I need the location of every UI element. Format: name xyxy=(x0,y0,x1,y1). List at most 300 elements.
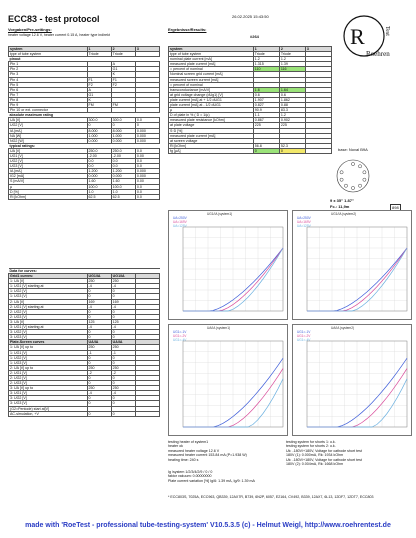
table-cell: Pin 10 or ext. connector xyxy=(9,108,88,113)
table-row xyxy=(169,148,332,153)
table-cell: Triode xyxy=(253,52,279,57)
table-cell: 56.8 xyxy=(253,143,279,148)
column-header: 2 xyxy=(111,47,135,52)
table-cell: 0 xyxy=(87,294,111,299)
table-cell: 1.315 xyxy=(253,62,279,67)
table-cell: 0.0 xyxy=(135,194,159,199)
table-cell: 62.5 xyxy=(87,194,111,199)
table-cell: 2: UG3 [V] xyxy=(9,314,88,319)
table-cell: 2: UG2 [V] xyxy=(9,375,88,380)
table-cell: -4 xyxy=(87,304,111,309)
table-cell: G1 xyxy=(111,67,135,72)
table-cell: Pin 6 xyxy=(9,87,88,92)
table-cell: 0 xyxy=(87,289,111,294)
table-cell: 0.0 xyxy=(135,159,159,164)
table-cell: -4 xyxy=(87,325,111,330)
note-line: Uk: -180V/+180V, Voltage for cathode short test xyxy=(286,457,362,462)
legend-3: UA=125V xyxy=(173,224,187,228)
table-cell: 1: UG3 [V] xyxy=(9,294,88,299)
table-cell xyxy=(135,411,159,416)
socket-pin xyxy=(351,162,354,165)
plot-canvas xyxy=(169,211,287,319)
table-cell: plate current [mA] at - 1/2 dUG1 xyxy=(169,103,254,108)
table-cell: 1.2 xyxy=(279,57,305,62)
table-cell: F1 xyxy=(111,77,135,82)
table-cell: 0 xyxy=(111,381,135,386)
table-cell: 225 xyxy=(253,123,279,128)
socket-pin xyxy=(363,178,366,181)
table-cell: F1 xyxy=(87,77,111,82)
column-header: 2 xyxy=(279,47,305,52)
table-cell: F2 xyxy=(111,82,135,87)
table-cell: 116 xyxy=(279,67,305,72)
table-cell: = percent of nominal xyxy=(169,82,254,87)
note-line: heater ok xyxy=(168,444,183,449)
plot-title: UG1/IA (system1) xyxy=(207,212,233,216)
logo-tagline: Test xyxy=(384,26,390,36)
table-cell: 0.0 xyxy=(135,189,159,194)
footer-credit: made with 'RoeTest - professional tube-testing-system' V10.5.3.5 (c) - Helmut Weigl, http://www.roehrentest.de xyxy=(25,522,391,529)
table-cell: UA/IA xyxy=(111,340,135,345)
table-cell: 250 xyxy=(111,279,135,284)
svg-text:R: R xyxy=(350,24,365,49)
table-cell: 0 xyxy=(87,309,111,314)
table-cell: 0.000 xyxy=(87,174,111,179)
table-cell: (G2=Pentode) start at[V] xyxy=(9,406,88,411)
table-cell: 0.6 xyxy=(253,92,279,97)
table-cell: 2: UA [V] xyxy=(9,299,88,304)
table-cell: FM xyxy=(111,103,135,108)
table-cell: measured plate current [mA] xyxy=(169,62,254,67)
table-cell: 0 xyxy=(111,411,135,416)
table-cell: 0.0 xyxy=(135,118,159,123)
table-cell: 1.2 xyxy=(279,113,305,118)
plot-ug1-ia-system1 xyxy=(168,210,288,320)
table-cell: AC-simulation, +V xyxy=(9,411,88,416)
table-cell: NG2 [W] xyxy=(9,138,88,143)
plot-canvas xyxy=(169,325,287,435)
table-cell: 0 xyxy=(111,314,135,319)
table-cell: Triode xyxy=(87,52,111,57)
table-cell: plate current [mA] at + 1/2 dUG1 xyxy=(169,97,254,102)
table-cell: A xyxy=(111,62,135,67)
table-cell: 169 xyxy=(111,299,135,304)
table-cell: 169 xyxy=(87,299,111,304)
note-line: testing system for shorts 2: o.k. xyxy=(286,444,336,449)
note-line: testing heater of system1 xyxy=(168,440,209,444)
table-cell: -2 xyxy=(111,370,135,375)
table-cell: 2: UG1 [V] xyxy=(9,370,88,375)
table-cell: 1.64 xyxy=(279,87,305,92)
table-cell: 3: UG2 [V] xyxy=(9,396,88,401)
table-cell: 1.907 xyxy=(253,97,279,102)
table-cell: A xyxy=(87,87,111,92)
page-title: ECC83 - test protocol xyxy=(8,14,100,24)
table-cell: 1.000 xyxy=(111,133,135,138)
column-header: system xyxy=(9,47,88,52)
legend-2: UA=169V xyxy=(173,220,187,224)
table-cell: G1 xyxy=(87,92,111,97)
note-line: Ig /system 1/2/3/4/2/9 / 0 / 0 xyxy=(168,470,213,474)
table-cell: at screen voltage xyxy=(169,138,254,143)
table-cell: Pin 7 xyxy=(9,92,88,97)
table-cell: Triode xyxy=(279,52,305,57)
socket-code: 898 xyxy=(392,205,399,210)
heater-notes xyxy=(168,440,247,462)
socket-pin xyxy=(363,171,366,174)
legend-2: UG1=-2V xyxy=(173,334,187,338)
table-cell: 0.0 xyxy=(135,184,159,189)
table-cell: Pin 5 xyxy=(9,82,88,87)
legend-2: UG1=-2V xyxy=(297,334,311,338)
table-cell: 0.0 xyxy=(87,159,111,164)
table-cell: 250 xyxy=(111,386,135,391)
table-cell: Pin 8 xyxy=(9,97,88,102)
table-cell: -4 xyxy=(111,284,135,289)
table-cell: 1: UG1 [V] starting at xyxy=(9,284,88,289)
table-cell: -2 xyxy=(87,370,111,375)
tube-data-table xyxy=(8,46,160,200)
note-line: 180V (1): 0.000mA, Rk: 1934 kOhm xyxy=(286,453,344,458)
table-cell: transconductance [mA/V] xyxy=(169,87,254,92)
socket-pin xyxy=(344,184,347,187)
table-cell: 1: UA [V] xyxy=(9,279,88,284)
table-cell: 1.60 xyxy=(87,179,111,184)
table-cell: Ri [kOhm] xyxy=(9,194,88,199)
table-cell: IA [mA] xyxy=(9,128,88,133)
table-cell: Pin 2 xyxy=(9,67,88,72)
table-cell: 83.3 xyxy=(279,108,305,113)
table-cell: Pin 1 xyxy=(9,62,88,67)
legend-1: UG1=-1V xyxy=(173,330,187,334)
column-header: system xyxy=(169,47,254,52)
table-cell: 2: UG1 [V] starting at xyxy=(9,304,88,309)
presettings-line: heater voltage 12.6 V, heater current 0.15 A, heater type indirekt xyxy=(8,33,110,37)
table-cell: Pin 3 xyxy=(9,72,88,77)
socket-pin xyxy=(340,178,343,181)
table-cell: S [mA/V] xyxy=(9,179,88,184)
table-cell: 2: UA [V] up to xyxy=(9,365,88,370)
note-line: measured heater voltage 12.6 V xyxy=(168,448,220,453)
socket-dimensions: 9 x 35" 1.87" xyxy=(330,198,354,203)
table-cell: 0 xyxy=(111,401,135,406)
table-cell: 1.862 xyxy=(279,97,305,102)
table-cell: UG1 [V] xyxy=(9,153,88,158)
table-cell: F2 xyxy=(87,82,111,87)
table-cell: 250 xyxy=(87,386,111,391)
table-cell: -2.00 xyxy=(111,153,135,158)
socket-pin xyxy=(351,186,354,189)
results-heading: Ergebnisse/Results: xyxy=(168,27,207,32)
table-cell: 0 xyxy=(111,294,135,299)
table-cell: -4 xyxy=(111,325,135,330)
table-cell: 1.1 xyxy=(253,113,279,118)
table-cell: 0 xyxy=(111,289,135,294)
table-cell: 125 xyxy=(111,319,135,324)
table-cell: 0 xyxy=(253,148,279,153)
table-cell: 100.0 xyxy=(111,184,135,189)
table-cell: 0 xyxy=(135,123,159,128)
table-cell: 0.827 xyxy=(253,103,279,108)
note-line: testing system for shorts 1: o.k. xyxy=(286,440,336,444)
table-cell xyxy=(305,148,331,153)
plot-title: UA/IA (system1) xyxy=(207,326,231,330)
roehren-test-logo xyxy=(338,14,406,60)
socket-pin xyxy=(358,184,361,187)
test-date: 26.02.2025 15:43:50 xyxy=(232,14,269,19)
table-cell: D [%] xyxy=(9,189,88,194)
table-cell: Ri [kOhm] xyxy=(169,143,254,148)
table-cell: 0 xyxy=(87,335,111,340)
plot-title: UG1/IA (system2) xyxy=(331,212,357,216)
table-cell: 0 xyxy=(87,123,111,128)
table-cell: 2: UG2 [V] xyxy=(9,309,88,314)
table-cell: 1.2 xyxy=(253,57,279,62)
legend-3: UG1=-4V xyxy=(173,338,187,342)
table-cell: 52.3 xyxy=(279,143,305,148)
table-cell: at grid voltage change (dUg1) [V] xyxy=(169,92,254,97)
table-cell: -4 xyxy=(87,284,111,289)
table-cell: Nominal screen grid current [mA] xyxy=(169,72,254,77)
table-cell: 0 xyxy=(111,123,135,128)
plot-title: UA/IA (system2) xyxy=(331,326,355,330)
table-cell: Data for curves: xyxy=(9,269,88,274)
table-cell: 0.88 xyxy=(279,103,305,108)
table-row xyxy=(9,411,160,416)
table-cell: 1.200 xyxy=(87,169,111,174)
table-cell: 0.000 xyxy=(135,169,159,174)
legend-3: UG1=-4V xyxy=(297,338,311,342)
table-cell: 250 xyxy=(111,365,135,370)
table-cell: 110 xyxy=(253,67,279,72)
table-cell: -4 xyxy=(87,391,111,396)
table-cell: 3: UA [V] up to xyxy=(9,386,88,391)
table-cell: UG2 [V] xyxy=(9,159,88,164)
note-line: Uk: -180V/+180V, Voltage for cathode short test xyxy=(286,448,362,453)
table-cell: 0 xyxy=(111,335,135,340)
table-cell: 1.000 xyxy=(87,133,111,138)
socket-label: base: Noval B9A xyxy=(338,147,368,152)
table-cell: 0 xyxy=(87,314,111,319)
table-cell: 0 xyxy=(87,396,111,401)
legend-3: UA=125V xyxy=(297,224,311,228)
table-cell: 1.0 xyxy=(87,189,111,194)
legend-2: UA=169V xyxy=(297,220,311,224)
plot-ua-ia-system1 xyxy=(168,324,288,436)
table-cell: 0.6 xyxy=(279,92,305,97)
table-cell: 3: UG3 [V] xyxy=(9,401,88,406)
table-cell: -4 xyxy=(111,304,135,309)
table-cell: UA [V] xyxy=(9,118,88,123)
table-cell: 0.000 xyxy=(111,138,135,143)
table-cell: IA [mA] xyxy=(9,169,88,174)
table-cell: 0.000 xyxy=(111,174,135,179)
table-cell: = percent of nominal xyxy=(169,67,254,72)
table-cell: measured plate current [mA] xyxy=(169,133,254,138)
table-cell: 0.867 xyxy=(253,118,279,123)
results-table xyxy=(168,46,332,154)
plot-ua-ia-system2 xyxy=(292,324,412,436)
table-cell: 250 xyxy=(87,279,111,284)
table-cell: Triode xyxy=(111,52,135,57)
table-cell: 3: UA [V] xyxy=(9,319,88,324)
table-cell: D of plate in % ( D = 1/µ) xyxy=(169,113,254,118)
table-cell: µ xyxy=(169,108,254,113)
table-cell: 250.0 xyxy=(111,148,135,153)
table-cell: 0 xyxy=(111,330,135,335)
table-cell: 1.6 xyxy=(253,87,279,92)
summary-notes xyxy=(168,470,255,483)
presettings-heading: Vorgaben/Pre-settings: xyxy=(8,27,52,32)
column-header: 1 xyxy=(253,47,279,52)
table-cell: S·D [%] xyxy=(169,128,254,133)
table-cell: absolute maximum rating xyxy=(9,113,88,118)
table-cell: 0 xyxy=(87,330,111,335)
table-cell: at plate voltage xyxy=(169,123,254,128)
table-cell: 0 xyxy=(87,411,111,416)
table-cell: UG2 [V] xyxy=(9,123,88,128)
table-cell: NA [W] xyxy=(9,133,88,138)
equivalent-tubes: * ECC803S, 7025A, ECC963, QB339, 12AX7R, B739, 6N2P, 6057, E2164, CV492, B339, 12AX7, 6L13, 12DF7, 12DT7, ECC803 xyxy=(168,495,374,499)
table-cell: 0 xyxy=(87,375,111,380)
socket-pin xyxy=(340,171,343,174)
column-header: 3 xyxy=(305,47,331,52)
note-line: measured heater current 153.84 mA (P=1.938 W) xyxy=(168,453,247,458)
short-test-notes xyxy=(286,440,362,466)
table-cell: 3: UG3 [V] xyxy=(9,335,88,340)
table-cell: 1.0 xyxy=(111,189,135,194)
table-cell: 0.000 xyxy=(87,138,111,143)
table-cell: 1: UG3 [V] xyxy=(9,360,88,365)
table-cell: 0 xyxy=(87,401,111,406)
plot-ug1-ia-system2 xyxy=(292,210,412,320)
table-cell: Pin 9 xyxy=(9,103,88,108)
plot-canvas xyxy=(293,325,411,435)
table-cell: 0.00 xyxy=(135,153,159,158)
table-cell: 62.5 xyxy=(111,194,135,199)
table-cell: 1: UG1 [V] xyxy=(9,350,88,355)
curve-settings-table xyxy=(8,268,160,417)
noval-socket-icon xyxy=(335,158,371,194)
table-cell: 0 xyxy=(111,355,135,360)
table-cell: FM xyxy=(87,103,111,108)
table-cell: 250 xyxy=(87,345,111,350)
table-cell: 225 xyxy=(279,123,305,128)
table-cell: 0.00 xyxy=(135,179,159,184)
table-cell: measured screen current [mA] xyxy=(169,77,254,82)
table-cell: UG1/IA xyxy=(87,274,111,279)
table-cell: K xyxy=(111,72,135,77)
serial-number: #264 xyxy=(250,34,259,39)
column-header: 1 xyxy=(87,47,111,52)
table-cell: µ xyxy=(9,184,88,189)
table-cell: 0 xyxy=(279,148,305,153)
table-row xyxy=(9,194,160,199)
table-cell: -2.00 xyxy=(87,153,111,158)
table-cell: 8.000 xyxy=(111,128,135,133)
note-line: 180V (2): 0.004mA, Rk: 1668 kOhm xyxy=(286,462,344,467)
socket-extra: Fc.: 11,9m xyxy=(330,204,350,209)
table-cell: 0 xyxy=(87,381,111,386)
table-cell: 0 xyxy=(111,360,135,365)
table-cell: 100.0 xyxy=(87,184,111,189)
logo-brand: Roehren xyxy=(366,50,390,58)
table-cell: 0.0 xyxy=(87,164,111,169)
table-cell: UA [V] xyxy=(9,148,88,153)
table-cell: fg [µA] xyxy=(169,148,254,153)
table-cell: UA/IA xyxy=(87,340,111,345)
table-cell: 8.000 xyxy=(87,128,111,133)
column-header: 3 xyxy=(135,47,159,52)
table-cell: 0 xyxy=(111,309,135,314)
table-cell: 0.0 xyxy=(111,164,135,169)
table-cell: 1.60 xyxy=(111,179,135,184)
table-cell: -1 xyxy=(87,350,111,355)
table-cell: Grid1 curves: xyxy=(9,274,88,279)
table-cell: type of tube system xyxy=(9,52,88,57)
table-cell: Plate-Screen curves xyxy=(9,340,88,345)
legend-1: UA=250V xyxy=(173,216,187,220)
note-line: Plate current variation [%] Ig/6: 1.39 mA, Ig/9: 1.39 mA xyxy=(168,478,255,483)
table-cell: 1.39 xyxy=(279,62,305,67)
table-cell: measured plate resistance [kOhm] xyxy=(169,118,254,123)
table-cell: pinout xyxy=(9,57,88,62)
table-cell: 1: UG2 [V] xyxy=(9,355,88,360)
table-cell: 0.0 xyxy=(111,159,135,164)
table-cell: 90.9 xyxy=(253,108,279,113)
table-cell: 1.200 xyxy=(111,169,135,174)
legend-1: UG1=-1V xyxy=(297,330,311,334)
table-cell: 250 xyxy=(87,365,111,370)
note-line: faktor vakuum: 0.00000000 xyxy=(168,474,212,479)
table-cell: 250 xyxy=(111,345,135,350)
table-cell: type of tube system xyxy=(169,52,254,57)
table-cell: 1: UA [V] up to xyxy=(9,345,88,350)
table-cell: 0 xyxy=(87,355,111,360)
table-cell: typical ratings: xyxy=(9,143,88,148)
table-cell: 0.0 xyxy=(135,148,159,153)
note-line: heating time: 240 s xyxy=(168,457,199,462)
table-cell: 0.000 xyxy=(135,174,159,179)
table-cell: 0 xyxy=(111,396,135,401)
table-cell: 125 xyxy=(87,319,111,324)
table-cell: 0.000 xyxy=(135,138,159,143)
legend-1: UA=250V xyxy=(297,216,311,220)
table-cell: 0 xyxy=(87,360,111,365)
socket-pin xyxy=(358,165,361,168)
table-cell: 0.000 xyxy=(135,128,159,133)
table-cell: nominal plate current [mA] xyxy=(169,57,254,62)
table-cell: 2: UG3 [V] xyxy=(9,381,88,386)
table-cell: 300.0 xyxy=(111,118,135,123)
table-cell: 250.0 xyxy=(87,148,111,153)
table-cell: 3: UG2 [V] xyxy=(9,330,88,335)
table-cell: 3: UG1 [V] starting at xyxy=(9,325,88,330)
table-cell: 0 xyxy=(111,375,135,380)
table-cell: -4 xyxy=(111,391,135,396)
table-cell: UG1/IA xyxy=(111,274,135,279)
table-cell: UG3 [V] xyxy=(9,164,88,169)
table-cell: -1 xyxy=(111,350,135,355)
table-cell: K xyxy=(87,97,111,102)
table-cell: 1: UG2 [V] xyxy=(9,289,88,294)
table-cell: 0.902 xyxy=(279,118,305,123)
table-cell: 300.0 xyxy=(87,118,111,123)
table-cell: 3: UG1 [V] xyxy=(9,391,88,396)
plot-canvas xyxy=(293,211,411,319)
table-cell: 0.000 xyxy=(135,133,159,138)
table-cell: Pin 4 xyxy=(9,77,88,82)
